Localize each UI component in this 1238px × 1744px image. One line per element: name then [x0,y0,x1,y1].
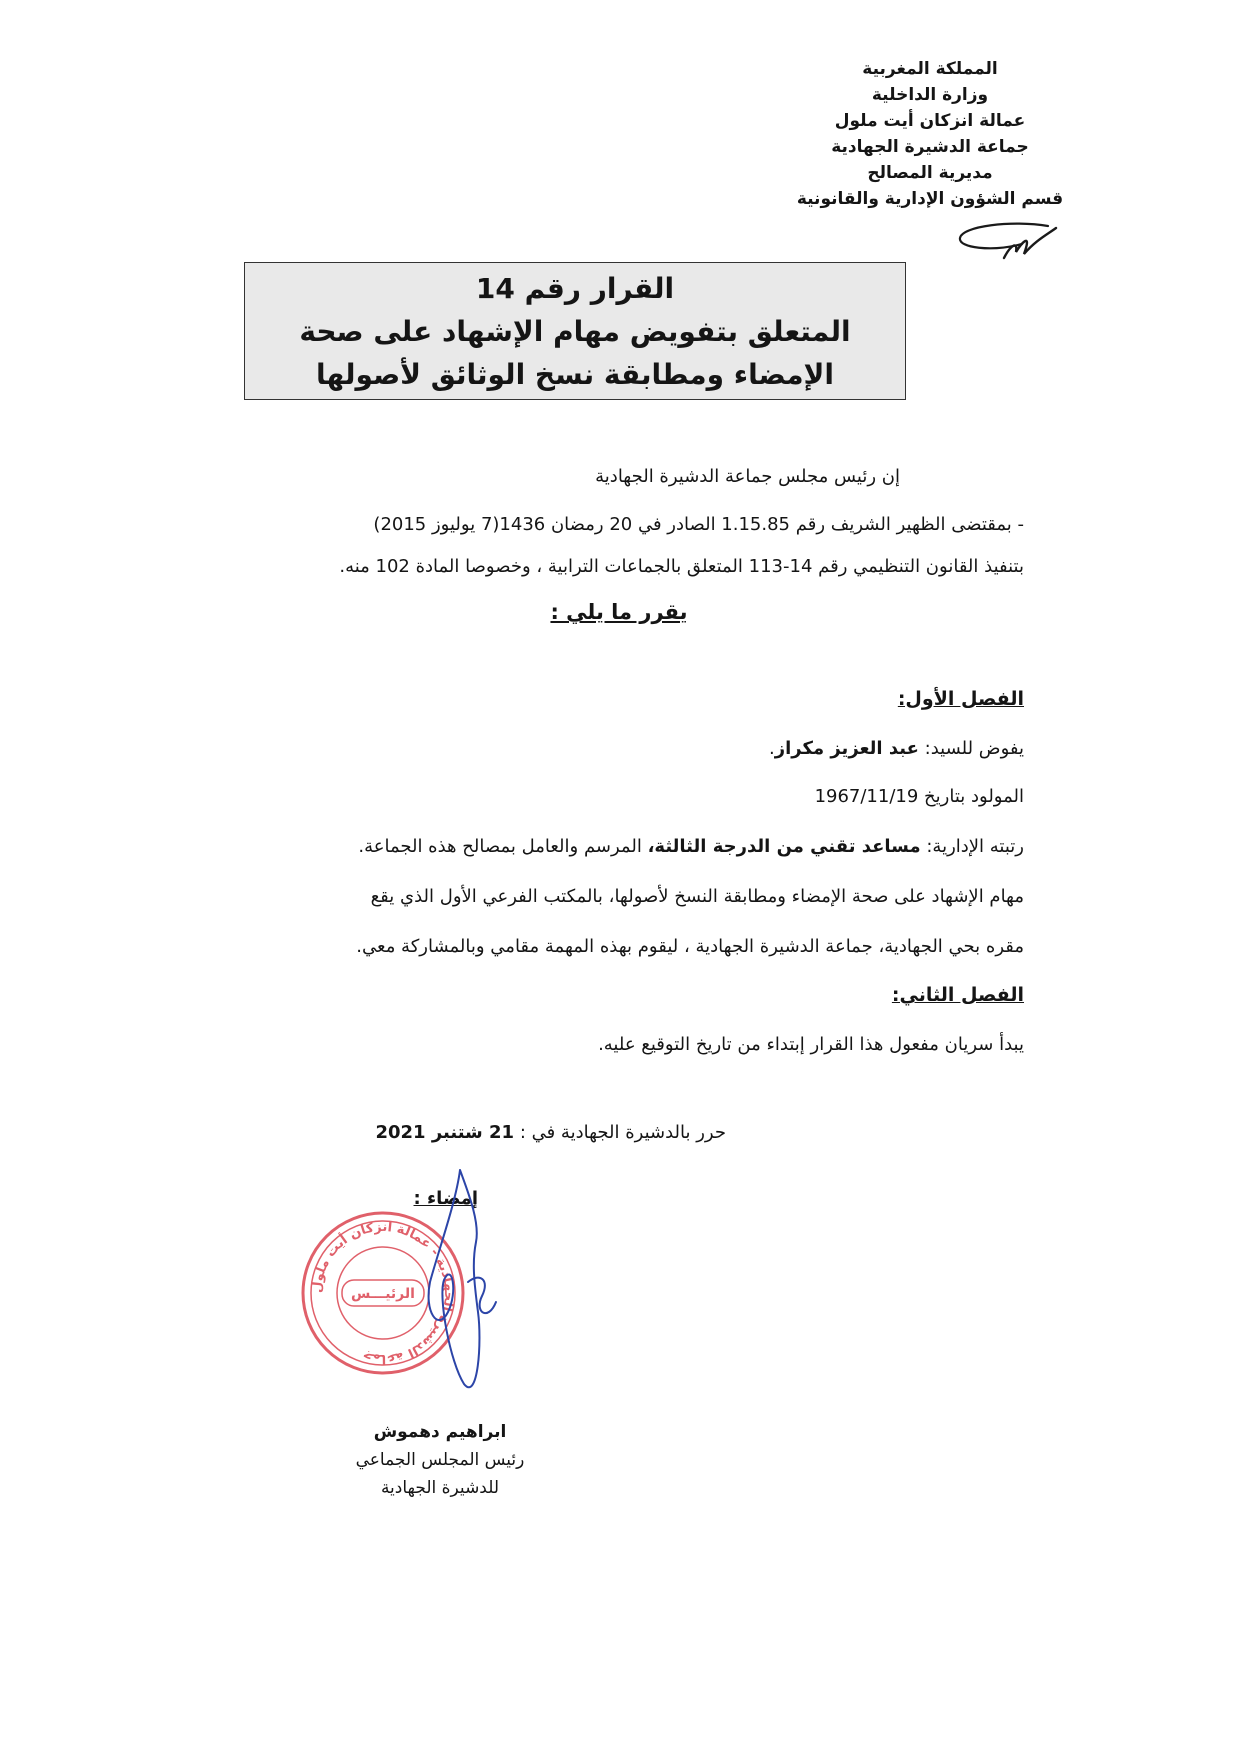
decision-subject-line1: المتعلق بتفويض مهام الإشهاد على صحة [299,315,851,348]
decision-subject-line2: الإمضاء ومطابقة نسخ الوثائق لأصولها [316,358,834,391]
rank-value: مساعد تقني من الدرجة الثالثة، [647,836,921,857]
preamble-dahir: - بمقتضى الظهير الشريف رقم 1.15.85 الصادر في 20 رمضان 1436(7 يوليوز 2015) [373,514,1024,535]
delegate-name: عبد العزيز مكراز [774,738,919,759]
preamble-intro: إن رئيس مجلس جماعة الدشيرة الجهادية [595,466,900,487]
article1-delegate [769,738,1024,759]
header-prefecture: عمالة انزكان أيت ملول [834,111,1026,131]
delegate-prefix: يفوض للسيد: [918,738,1024,759]
article1-task-line1: مهام الإشهاد على صحة الإمضاء ومطابقة النسخ لأصولها، بالمكتب الفرعي الأول الذي يقع [370,886,1024,907]
delegate-suffix: . [769,738,775,759]
header-kingdom: المملكة المغربية [862,59,998,79]
signer-title-line2: للدشيرة الجهادية [380,1478,500,1498]
article1-heading: الفصل الأول: [897,688,1024,710]
article2-heading: الفصل الثاني: [891,984,1024,1006]
handwritten-signature-icon [408,1162,508,1392]
decision-number: القرار رقم 14 [475,272,675,305]
rank-prefix: رتبته الإدارية: [920,836,1024,857]
initials-scribble-icon [952,218,1064,268]
header-directorate: مديرية المصالح [867,163,993,183]
signer-block [320,1418,560,1502]
decides-heading: يقرر ما يلي : [550,600,688,624]
signature-heading: إمضاء : [413,1188,478,1209]
article1-rank [358,836,1024,857]
issued-prefix: حرر بالدشيرة الجهادية في : [514,1122,726,1143]
stamp-ring-text: جماعة الدشيرة الجهادية - عمالة انزكان أيت ملول [309,1219,457,1367]
article1-task-line2: مقره بحي الجهادية، جماعة الدشيرة الجهادية ، ليقوم بهذه المهمة مقامي وبالمشاركة معي. [356,936,1024,957]
letterhead [760,56,1100,212]
article1-birthdate: المولود بتاريخ 1967/11/19 [814,786,1024,807]
issued-at [375,1122,726,1143]
header-ministry: وزارة الداخلية [871,85,989,105]
issued-date: 21 شتنبر 2021 [375,1122,515,1143]
rank-suffix: المرسم والعامل بمصالح هذه الجماعة. [358,836,648,857]
preamble-law: بتنفيذ القانون التنظيمي رقم 14-113 المتعلق بالجماعات الترابية ، وخصوصا المادة 102 منه. [339,556,1024,577]
decision-title-box [244,262,906,400]
stamp-center-text: الرئيـــس [351,1286,415,1302]
header-department: قسم الشؤون الإدارية والقانونية [796,189,1064,209]
signer-title-line1: رئيس المجلس الجماعي [355,1450,525,1470]
header-commune: جماعة الدشيرة الجهادية [831,137,1029,157]
signer-name: ابراهيم دهموش [373,1422,507,1442]
article2-text: يبدأ سريان مفعول هذا القرار إبتداء من تاريخ التوقيع عليه. [598,1034,1024,1055]
